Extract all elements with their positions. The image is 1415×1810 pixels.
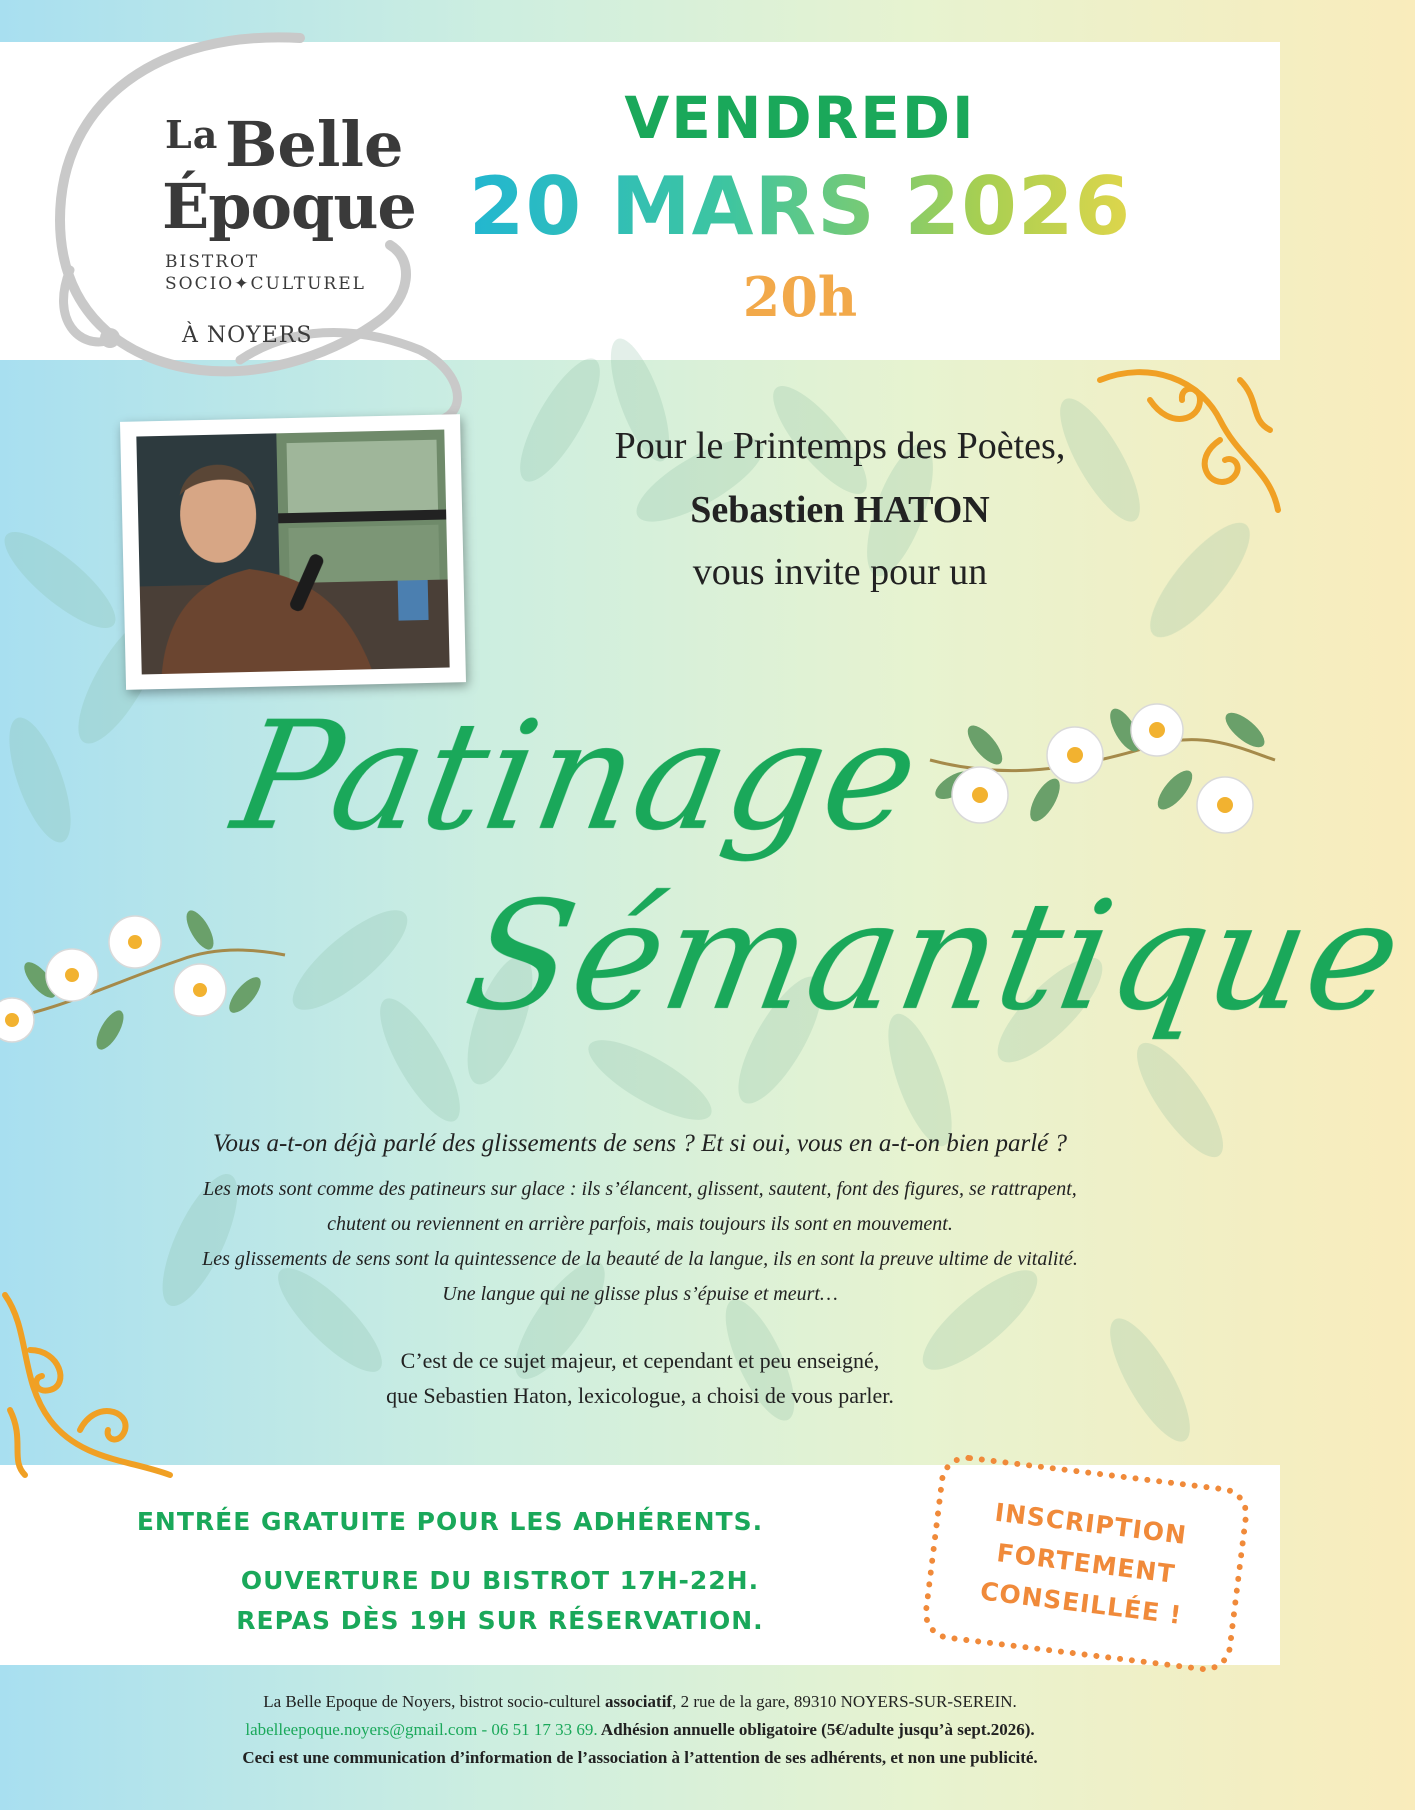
event-date: 20 MARS 2026: [440, 160, 1160, 253]
logo: [40, 20, 480, 420]
speaker-name: Sebastien HATON: [690, 489, 990, 531]
footer-contact: [0, 1716, 1280, 1744]
body-p1-line: Les glissements de sens sont la quintessence de la beauté de la langue, ils en sont la preuve ultime de vitalité.: [202, 1248, 1078, 1270]
logo-location: À NOYERS: [182, 323, 313, 348]
event-title-line-1: Patinage: [222, 690, 933, 864]
stamp-line: INSCRIPTION: [993, 1497, 1189, 1550]
footer: [0, 1688, 1280, 1772]
body-paragraph-2: [40, 1343, 1240, 1413]
footer-disclaimer: Ceci est une communication d’information de l’association à l’attention de ses adhérents, et non une publicité.: [242, 1748, 1038, 1767]
event-day: VENDREDI: [624, 84, 976, 152]
footer-address: [0, 1688, 1280, 1716]
stamp-line: FORTEMENT: [995, 1538, 1177, 1589]
intro-line-1: Pour le Printemps des Poètes,: [614, 425, 1066, 467]
body-p2-line: C’est de ce sujet majeur, et cependant et peu enseigné,: [400, 1348, 880, 1373]
body-p1-line: Une langue qui ne glisse plus s’épuise et meurt…: [442, 1283, 838, 1305]
footer-phone[interactable]: 06 51 17 33 69.: [491, 1720, 598, 1739]
speaker-photo: [136, 430, 449, 675]
logo-epoque: Époque: [162, 170, 416, 243]
opening-hours: OUVERTURE DU BISTROT 17H-22H.: [240, 1566, 760, 1595]
body-p2-line: que Sebastien Haton, lexicologue, a choisi de vous parler.: [386, 1383, 894, 1408]
footer-separator: -: [477, 1720, 492, 1739]
body-p1-line: chutent ou reviennent en arrière parfois, mais toujours ils sont en mouvement.: [327, 1213, 953, 1235]
intro-line-3: vous invite pour un: [692, 551, 988, 593]
flower-branch-right: [925, 690, 1280, 850]
speaker-photo-frame: [120, 414, 466, 690]
logo-subtitle-2: SOCIO✦CULTUREL: [165, 274, 366, 294]
footer-address-a: La Belle Epoque de Noyers, bistrot socio-culturel: [263, 1692, 606, 1711]
logo-la: La: [165, 112, 219, 157]
event-title-line-2: Sémantique: [454, 870, 1415, 1044]
body-lead: Vous a-t-on déjà parlé des glissements de sens ? Et si oui, vous en a-t-on bien parlé ?: [212, 1130, 1068, 1157]
registration-stamp: [920, 1452, 1252, 1676]
logo-belle: Belle: [225, 108, 404, 181]
stamp-line: CONSEILLÉE !: [978, 1576, 1184, 1630]
footer-membership: Adhésion annuelle obligatoire (5€/adulte jusqu’à sept.2026).: [597, 1720, 1035, 1739]
footer-address-c: , 2 rue de la gare, 89310 NOYERS-SUR-SEREIN.: [672, 1692, 1017, 1711]
flower-branch-left: [0, 900, 290, 1050]
meal-info: REPAS DÈS 19H SUR RÉSERVATION.: [236, 1606, 764, 1635]
opening-info: [100, 1561, 900, 1641]
footer-address-b: associatif: [605, 1692, 673, 1711]
entry-info: ENTRÉE GRATUITE POUR LES ADHÉRENTS.: [136, 1507, 764, 1536]
body-paragraph-1: [40, 1172, 1240, 1312]
body-p1-line: Les mots sont comme des patineurs sur glace : ils s’élancent, glissent, sautent, font des figures, se rattrapent,: [203, 1178, 1077, 1200]
footer-email[interactable]: labelleepoque.noyers@gmail.com: [245, 1720, 478, 1739]
logo-subtitle-1: BISTROT: [165, 252, 260, 272]
event-time: 20h: [742, 265, 858, 329]
